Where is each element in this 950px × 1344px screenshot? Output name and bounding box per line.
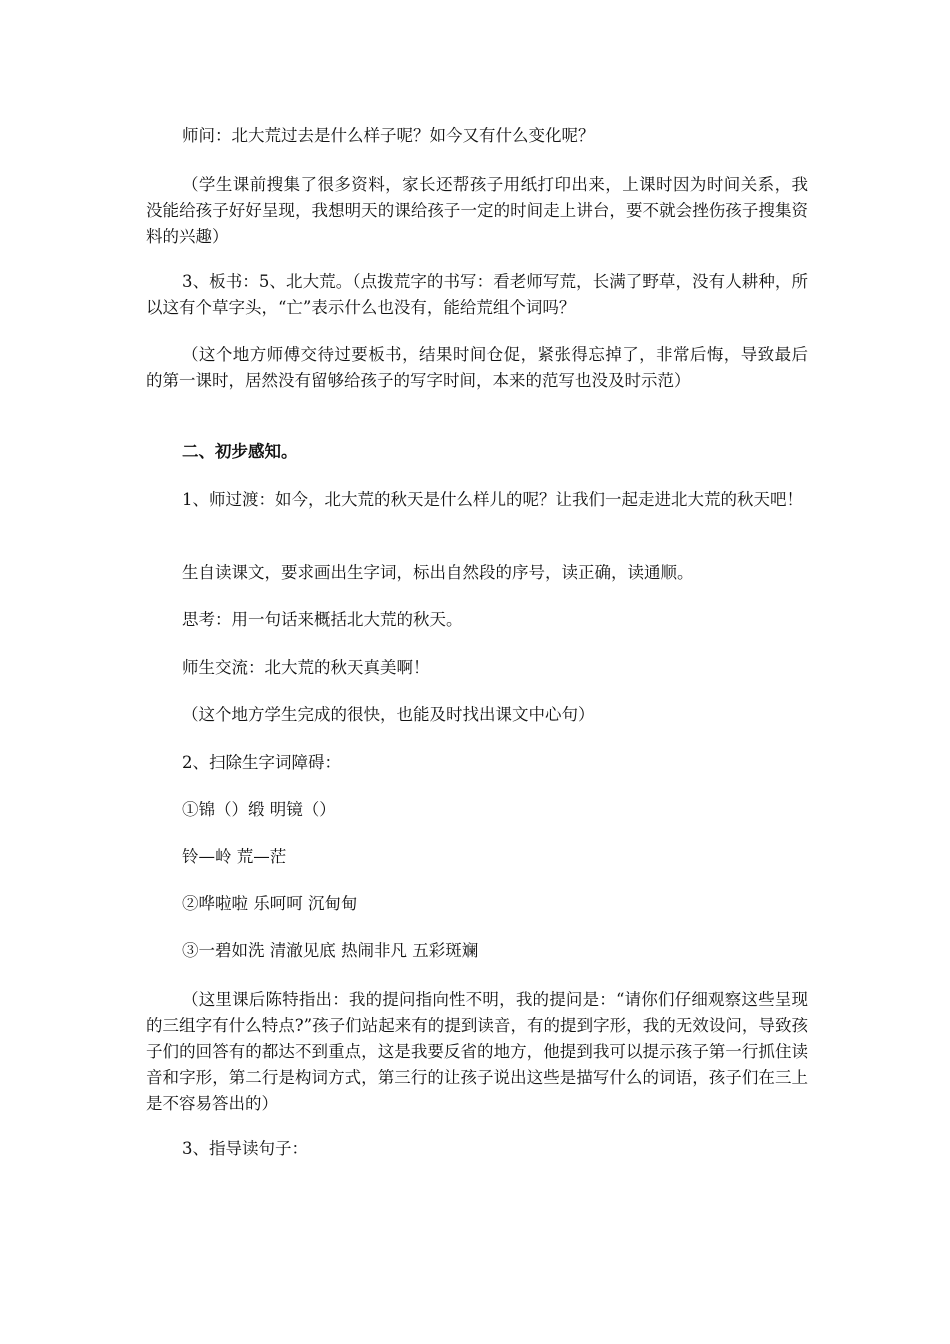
paragraph-board-writing: 3、板书：5、北大荒。（点拨荒字的书写：看老师写荒，长满了野草，没有人耕种，所以这有个草字头，“亡”表示什么也没有，能给荒组个词吗？ <box>146 272 808 317</box>
paragraph-note-feedback: （这里课后陈特指出：我的提问指向性不明，我的提问是：“请你们仔细观察这些呈现的三组字有什么特点?”孩子们站起来有的提到读音，有的提到字形，我的无效设问，导致孩子们的回答有的都达不到重点，这是我要反省的地方，他提到我可以提示孩子第一行抓住读音和字形，第二行是构词方式，第三行的让孩子说出这些是描写什么的词语，孩子们在三上是不容易答出的） <box>146 990 808 1113</box>
paragraph-thinking: 思考：用一句话来概括北大荒的秋天。 <box>182 610 463 629</box>
paragraph-note-board: （这个地方师傅交待过要板书，结果时间仓促，紧张得忘掉了，非常后悔，导致最后的第一课时，居然没有留够给孩子的写字时间，本来的范写也没及时示范） <box>146 345 808 390</box>
paragraph-word-group-3: ③一碧如洗 清澈见底 热闹非凡 五彩斑斓 <box>182 941 479 960</box>
paragraph-transition: 1、师过渡：如今，北大荒的秋天是什么样儿的呢？让我们一起走进北大荒的秋天吧！ <box>182 490 803 509</box>
section-heading-initial-perception: 二、初步感知。 <box>182 442 298 461</box>
paragraph-note-materials: （学生课前搜集了很多资料，家长还帮孩子用纸打印出来，上课时因为时间关系，我没能给孩子好好呈现，我想明天的课给孩子一定的时间走上讲台，要不就会挫伤孩子搜集资料的兴趣） <box>146 175 808 246</box>
paragraph-guide-reading: 3、指导读句子： <box>182 1139 308 1158</box>
paragraph-word-pair: 铃—岭 荒—茫 <box>182 847 287 866</box>
paragraph-word-group-1: ①锦（）缎 明镜（） <box>182 800 336 819</box>
paragraph-clear-vocabulary: 2、扫除生字词障碍： <box>182 753 341 772</box>
paragraph-word-group-2: ②哗啦啦 乐呵呵 沉甸甸 <box>182 894 358 913</box>
paragraph-note-quick: （这个地方学生完成的很快，也能及时找出课文中心句） <box>182 705 595 724</box>
paragraph-teacher-question: 师问：北大荒过去是什么样子呢？如今又有什么变化呢？ <box>182 126 595 145</box>
paragraph-exchange: 师生交流：北大荒的秋天真美啊！ <box>182 658 430 677</box>
paragraph-self-reading: 生自读课文，要求画出生字词，标出自然段的序号，读正确，读通顺。 <box>182 563 694 582</box>
